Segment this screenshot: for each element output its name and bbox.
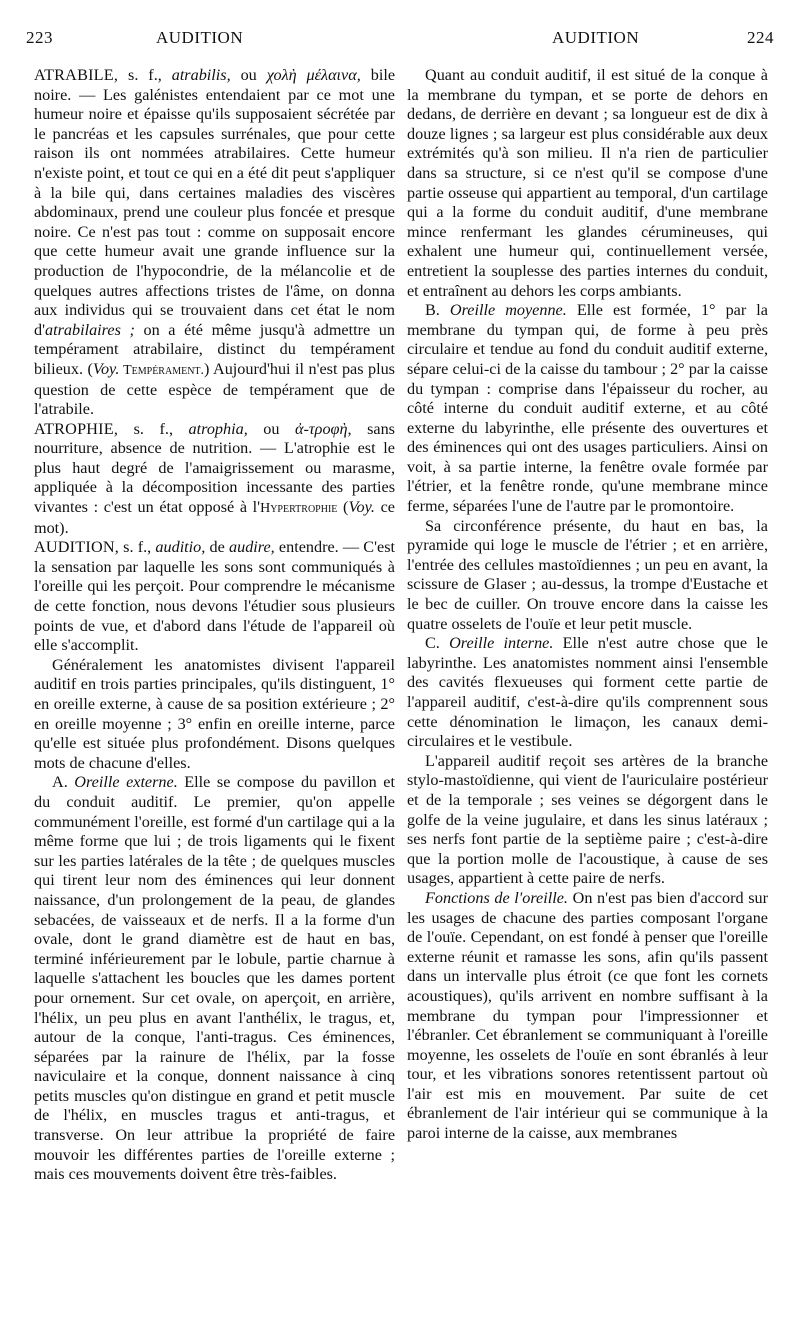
running-title-left: AUDITION [156,28,244,47]
section-title: Oreille interne. [449,634,554,653]
paragraph-text: On n'est pas bien d'accord sur les usages de chacune des parties composant l'organe de l'ouïe. Cependant, on est fondé à penser que l'oreille externe réunit et ramasse les sons, afin qu'ils passent dans un intervalle plus étroit (ce que font les cornets acoustiques), qu'ils arrivent en nombre suffisant à la membrane du tympan pour l'impressionner et l'ébranler. Cet ébranlement se communiquant à l'oreille moyenne, les osselets de l'ouïe en sont ébranlés à leur tour, et les vibrations sonores retentissent partout où l'air est mis en mouvement. Par suite de cet ébranlement de l'air intérieur qui se communique à la paroi interne de la caisse, aux membranes [407,888,769,1143]
cross-reference: Tempérament. [119,362,205,378]
headword-atrophie: ATROPHIE, [34,419,119,438]
entry-text: s. f., [118,538,156,557]
right-column [407,66,768,1144]
italic-term: atrabilaires ; [45,320,135,339]
paragraph-oreille-interne [407,634,768,752]
running-header [26,28,774,54]
left-column [34,66,395,1185]
section-letter: A. [52,773,75,792]
section-title: Oreille moyenne. [449,301,567,320]
entry-text: sans nourriture, absence de nutrition. — L'atrophie est le plus haut degré de l'amaigrissement ou marasme, appliquée à la décomposition incessante des parties vivantes : c'est un état opposé à l' [34,419,395,517]
entry-audition [34,538,395,656]
paragraph-oreille-externe [34,773,395,1184]
entry-atrophie [34,420,395,539]
paragraph-text: Elle n'est autre chose que le labyrinthe. Les anatomistes nomment ainsi l'ensemble des cavités flexueuses qui forment cette partie de l'appareil auditif, c'est-à-dire qu'ils comprennent sous cette dénomination le limaçon, les canaux demi-circulaires et le vestibule. [407,634,768,751]
latin-term: auditio, [155,538,206,557]
entry-text: ou [230,66,267,84]
page-number-right: 224 [747,28,774,47]
section-letter: B. [425,301,450,320]
entry-text: on a été même jusqu'à admettre un tempérament atrabilaire, distinct du tempérament bilieux. ( [34,320,395,378]
entry-text: s. f., [118,419,189,438]
latin-term: atrophia, [188,419,248,438]
paragraph-circonference: Sa circonférence présente, du haut en bas, la pyramide qui loge le muscle de l'étrier ; et en arrière, l'entrée des cellules mastoïdiennes ; un peu en avant, la scissure de Glaser ; au-dessus, la trompe d'Eustache et le bec de cuiller. On trouve encore dans la caisse les quatre osselets de l'ouïe et leur petit muscle. [407,516,768,633]
entry-text: entendre. — C'est la sensation par laquelle les sons sont communiqués à l'oreille qui les perçoit. Pour comprendre le mécanisme de cette fonction, nous devons l'étudier sous plusieurs points de vue, et d'abord dans l'étude de l'appareil où elle s'accomplit. [34,538,395,655]
paragraph-divisions: Généralement les anatomistes divisent l'appareil auditif en trois parties principales, qu'ils distinguent, 1° en oreille externe, à cause de sa position extérieure ; 2° en oreille moyenne ; 3° enfin en oreille interne, parce qu'elle est située plus profondément. Disons quelques mots de chacune d'elles. [34,655,395,772]
latin-term: atrabilis, [171,66,231,84]
section-letter: C. [425,634,450,653]
page-number-left: 223 [26,28,53,47]
greek-term: ἀ-τροφὴ, [295,419,352,438]
entry-atrabile [34,66,395,420]
voy-reference: Voy. [92,359,120,378]
headword-atrabile: ATRABILE, [34,66,119,84]
paragraph-text: Elle se compose du pavillon et du conduit auditif. Le premier, qu'on appelle communément l'oreille, est formé d'un cartilage qui a la même forme que lui ; de trois ligaments qui le fixent sur les parties latérales de la tête ; de quelques muscles qui tirent leur nom des éminences qui leur donnent naissance, d'un prolongement de la peau, de glandes sebacées, de vaisseaux et de nerfs. Il a la forme d'un ovale, dont le grand diamètre est de haut en bas, terminé inférieurement par le lobule, partie charnue à laquelle s'attachent les boucles que les dames portent pour ornement. Sur cet ovale, on aperçoit, en arrière, l'hélix, un peu plus en avant l'anthélix, le tragus, et, autour de la conque, l'anti-tragus. Ces éminences, séparées par la rainure de l'hélix, par la fosse naviculaire et la conque, donnent naissance à cinq petits muscles qu'on distingue en grand et petit muscle de l'hélix, en muscles tragus et anti-tragus, et transverse. On leur attribue la propriété de faire mouvoir les différentes parties de l'oreille externe ; mais ces mouvements doivent être très-faibles. [34,773,395,1184]
entry-text: s. f., [118,66,172,84]
cross-reference: Hypertrophie [260,501,338,517]
entry-text: ) Aujourd'hui il n'est pas plus question de cette espèce de tempérament que de l'atrabile. [34,359,395,419]
headword-audition: AUDITION, [34,538,119,557]
latin-term: audire, [229,538,275,557]
section-title: Fonctions de l'oreille. [425,888,568,907]
paragraph-vascularisation: L'appareil auditif reçoit ses artères de la branche stylo-mastoïdienne, qui vient de l'auriculaire postérieur et de la temporale ; ses veines se dégorgent dans le golfe de la veine jugulaire, et dans les sinus latéraux ; ses nerfs font partie de la septième paire ; c'est-à-dire que la portion molle de l'acoustique, à cause de ses usages, appartient à cette paire de nerfs. [407,751,768,888]
paragraph-conduit-auditif: Quant au conduit auditif, il est situé de la conque à la membrane du tympan, et se porte de dehors en dedans, de derrière en devant ; sa longueur est de dix à douze lignes ; sa largeur est plus considérable aux deux extrémités qu'à son milieu. Il n'a rien de particulier dans sa structure, si ce n'est qu'il se compose d'une partie osseuse qui appartient au temporal, d'un cartilage qui a la forme du conduit auditif, d'une membrane mince renfermant les glandes cérumineuses, qui exhalent une humeur qui, continuellement versée, entretient la souplesse des parties internes du conduit, et entraînent au dehors les corps ambiants. [407,66,768,300]
entry-text: de [205,538,230,557]
entry-text: ou [247,419,295,438]
paragraph-fonctions [407,889,768,1144]
greek-term: χολὴ μέλαινα, [266,66,361,84]
entry-text: bile noire. — Les galénistes entendaient par ce mot une humeur noire et épaisse qu'ils supposaient sécrétée par le pancréas et les capsules surrénales, que pour cette raison ils ont nommées atrabilaires. Cette humeur n'existe point, et tout ce qui en a été dit peut s'appliquer à la bile qui, dans certaines maladies des viscères abdominaux, prend une couleur plus foncée et presque noire. Ce n'est pas tout : comme on supposait encore que cette humeur avait une grande influence sur la production de l'hypocondrie, de la mélancolie et de quelques autres affections tristes de l'âme, on donna aux individus qui se trouvaient dans cet état le nom d' [34,66,396,339]
entry-text: ( [337,498,349,517]
paragraph-oreille-moyenne [407,301,768,517]
paragraph-text: Elle est formée, 1° par la membrane du tympan qui, de forme à peu près circulaire et tendue au fond du conduit auditif externe, sépare celui-ci de la caisse du tambour ; 2° par la caisse du tympan : comprise dans l'épaisseur du rocher, au côté interne du conduit auditif externe, et au côté externe du labyrinthe, elle présente des ouvertures et des éminences qui ont des usages particuliers. Ainsi on voit, à sa partie interne, la fenêtre ovale formée par l'étrier, et la fenêtre ronde, qu'une membrane mince ferme, séparées l'une de l'autre par le promontoire. [407,301,768,516]
section-title: Oreille externe. [74,773,178,792]
entry-text: ce mot). [34,498,395,537]
running-title-right: AUDITION [552,28,640,47]
voy-reference: Voy. [348,498,375,517]
